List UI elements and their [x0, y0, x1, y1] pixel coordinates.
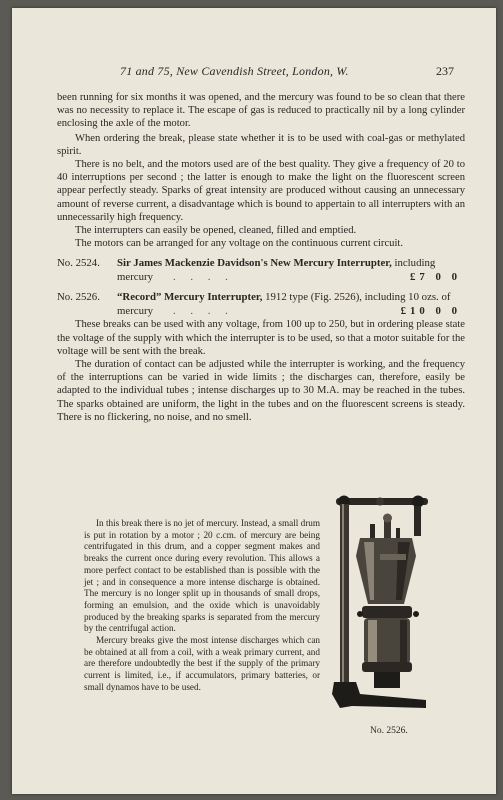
- mercury-interrupter-illustration-svg: [330, 494, 440, 710]
- paragraph: The duration of contact can be adjusted while the interrupter is working, and the frequency of the interruptions can be varied in wide limits ; the discharges can, therefore, easily be adapted to the individual tubes ; intense discharges up to 30 M.A. may be reached in the tubes. The sparks obtained are uniform, the light in the tubes and on the fluorescent screens is steady. There is no flickering, no noise, and no smell.: [57, 359, 465, 423]
- paragraph: Mercury breaks give the most intense discharges which can be obtained at all from a coil, with a weak primary current, and are therefore undoubtedly the best if the supply of the primary current is limited, i.e., if accumulators, primary batteries, or small dynamos have to be used.: [84, 635, 320, 692]
- paragraph: There is no belt, and the motors used are of the best quality. They give a frequency of 20 to 40 interruptions per second ; the latter is enough to make the light on the fluorescent screen appear perfectly steady. Sparks of great intensity are produced without causing an unnecessary amount of reverse current, a disadvantage which is bound to appertain to all interrupters with an unnecessarily high frequency.: [57, 159, 465, 223]
- figure-caption: No. 2526.: [370, 726, 408, 736]
- catalogue-item-2526: [57, 290, 465, 318]
- catalogue-item-2524: [57, 256, 465, 284]
- item-price: £10 0 0: [400, 305, 461, 318]
- paragraph: The motors can be arranged for any voltage on the continuous current circuit.: [75, 238, 403, 250]
- dot-leader: . . . .: [172, 271, 234, 284]
- dot-leader: . . . .: [172, 305, 234, 318]
- paragraph: When ordering the break, please state whether it is to be used with coal-gas or methylated spirit.: [57, 132, 465, 157]
- main-text: [57, 91, 465, 424]
- item-description: including mercury: [117, 257, 436, 284]
- catalogue-page: [12, 8, 496, 794]
- running-title: 71 and 75, New Cavendish Street, London, W.: [120, 64, 349, 78]
- paragraph: These breaks can be used with any voltage, from 100 up to 250, but in ordering please state the voltage of the supply with which the interrupter is to be used, so that a motor suitable for the voltage will be sent with the break.: [57, 319, 465, 357]
- paragraph: been running for six months it was opened, and the mercury was found to be so clean that there was no necessity to replace it. The escape of gas is reduced to practically nil by a long cylinder enclosing the axle of the motor.: [57, 92, 465, 130]
- mercury-interrupter-illustration: [330, 494, 440, 710]
- description-column: [84, 518, 320, 694]
- item-name: Sir James Mackenzie Davidson's New Mercury Interrupter,: [117, 257, 392, 270]
- paragraph: The interrupters can easily be opened, cleaned, filled and emptied.: [75, 225, 357, 237]
- item-number: No. 2524.: [57, 257, 100, 270]
- item-number: No. 2526.: [57, 291, 100, 304]
- paragraph: In this break there is no jet of mercury. Instead, a small drum is put in rotation by a motor ; 20 c.cm. of mercury are being centrifugated in this drum, and a copper segment makes and breaks the current once during every revolution. This allows a more perfect contact to be established than is possible with the jet ; and in consequence a more intense discharge is obtained. The mercury is no longer split up in thousands of small drops, forming an emulsion, and the oxide which is unavoidably produced by the breaking sparks is separated from the mercury by the centrifugal action.: [84, 518, 320, 634]
- item-price: £7 0 0: [410, 271, 461, 284]
- item-name: “Record” Mercury Interrupter,: [117, 291, 263, 304]
- item-description: 1912 type (Fig. 2526), including 10 ozs. of mercury: [117, 291, 451, 318]
- page-number: 237: [436, 64, 454, 78]
